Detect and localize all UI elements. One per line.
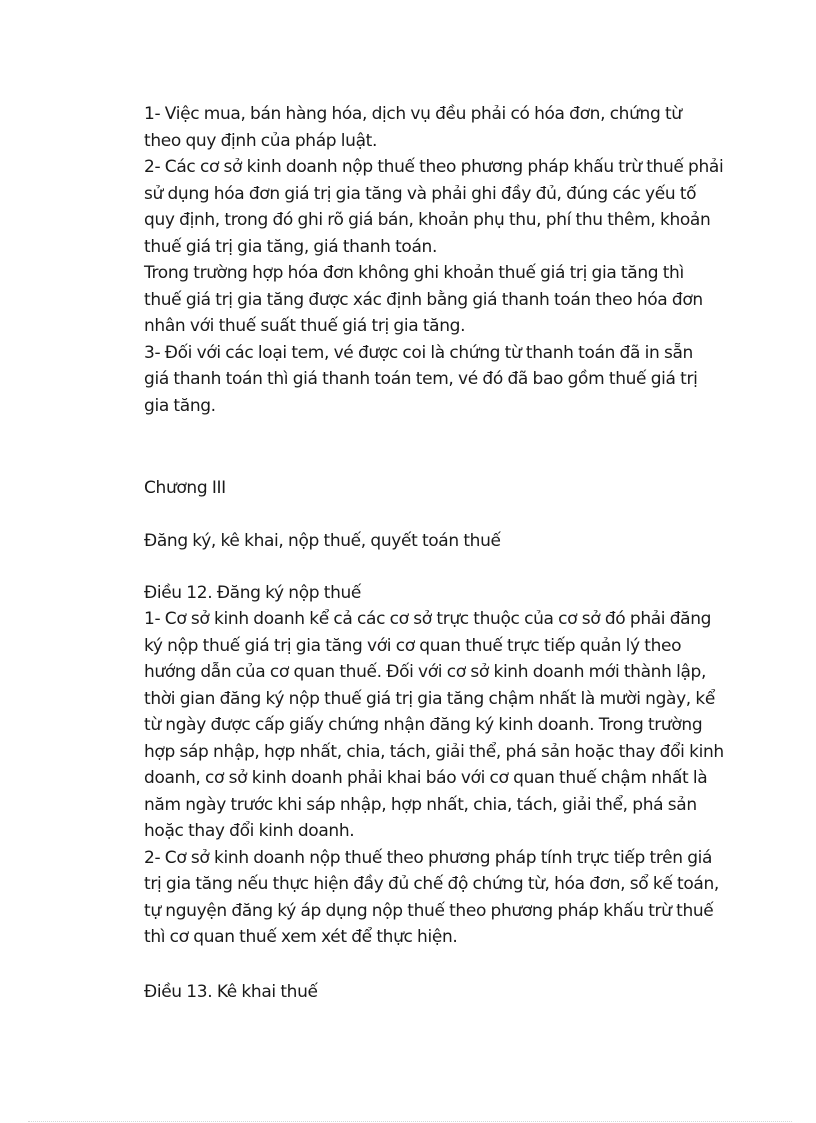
text-line: Trong trường hợp hóa đơn không ghi khoản thuế giá trị gia tăng thì	[144, 263, 684, 283]
text-line: doanh, cơ sở kinh doanh phải khai báo với cơ quan thuế chậm nhất là	[144, 768, 708, 788]
text-line: 2- Các cơ sở kinh doanh nộp thuế theo phương pháp khấu trừ thuế phải	[144, 157, 724, 177]
footer-divider	[28, 1121, 792, 1122]
text-line: năm ngày trước khi sáp nhập, hợp nhất, chia, tách, giải thể, phá sản	[144, 794, 697, 815]
text-line: ký nộp thuế giá trị gia tăng với cơ quan thuế trực tiếp quản lý theo	[144, 635, 682, 656]
text-line: 1- Việc mua, bán hàng hóa, dịch vụ đều phải có hóa đơn, chứng từ	[144, 104, 682, 124]
text-line: nhân với thuế suất thuế giá trị gia tăng.	[144, 316, 466, 336]
text-line: từ ngày được cấp giấy chứng nhận đăng ký kinh doanh. Trong trường	[144, 715, 703, 735]
text-line: quy định, trong đó ghi rõ giá bán, khoản phụ thu, phí thu thêm, khoản	[144, 210, 711, 230]
text-line: 1- Cơ sở kinh doanh kể cả các cơ sở trực thuộc của cơ sở đó phải đăng	[144, 609, 712, 629]
text-line: tự nguyện đăng ký áp dụng nộp thuế theo phương pháp khấu trừ thuế	[144, 900, 714, 921]
text-line: hợp sáp nhập, hợp nhất, chia, tách, giải thể, phá sản hoặc thay đổi kinh	[144, 741, 724, 762]
chapter-title: Chương III	[144, 478, 226, 498]
text-line: thời gian đăng ký nộp thuế giá trị gia tăng chậm nhất là mười ngày, kể	[144, 688, 716, 709]
paragraph-block-1	[144, 101, 734, 419]
chapter-subtitle: Đăng ký, kê khai, nộp thuế, quyết toán thuế	[144, 531, 501, 551]
article-12-heading: Điều 12. Đăng ký nộp thuế	[144, 583, 362, 603]
text-line: thuế giá trị gia tăng được xác định bằng giá thanh toán theo hóa đơn	[144, 289, 703, 310]
text-line: gia tăng.	[144, 395, 216, 416]
text-line: 2- Cơ sở kinh doanh nộp thuế theo phương pháp tính trực tiếp trên giá	[144, 847, 713, 868]
text-line: hướng dẫn của cơ quan thuế. Đối với cơ sở kinh doanh mới thành lập,	[144, 662, 707, 682]
text-line: thuế giá trị gia tăng, giá thanh toán.	[144, 236, 437, 257]
article-13-heading: Điều 13. Kê khai thuế	[144, 982, 318, 1002]
article-12-body	[144, 606, 734, 951]
text-line: 3- Đối với các loại tem, vé được coi là chứng từ thanh toán đã in sẵn	[144, 342, 693, 363]
text-line: giá thanh toán thì giá thanh toán tem, vé đó đã bao gồm thuế giá trị	[144, 369, 698, 389]
text-line: trị gia tăng nếu thực hiện đầy đủ chế độ chứng từ, hóa đơn, sổ kế toán,	[144, 874, 719, 894]
text-line: sử dụng hóa đơn giá trị gia tăng và phải ghi đầy đủ, đúng các yếu tố	[144, 183, 697, 204]
text-line: theo quy định của pháp luật.	[144, 130, 378, 151]
text-line: hoặc thay đổi kinh doanh.	[144, 821, 355, 841]
text-line: thì cơ quan thuế xem xét để thực hiện.	[144, 927, 458, 947]
